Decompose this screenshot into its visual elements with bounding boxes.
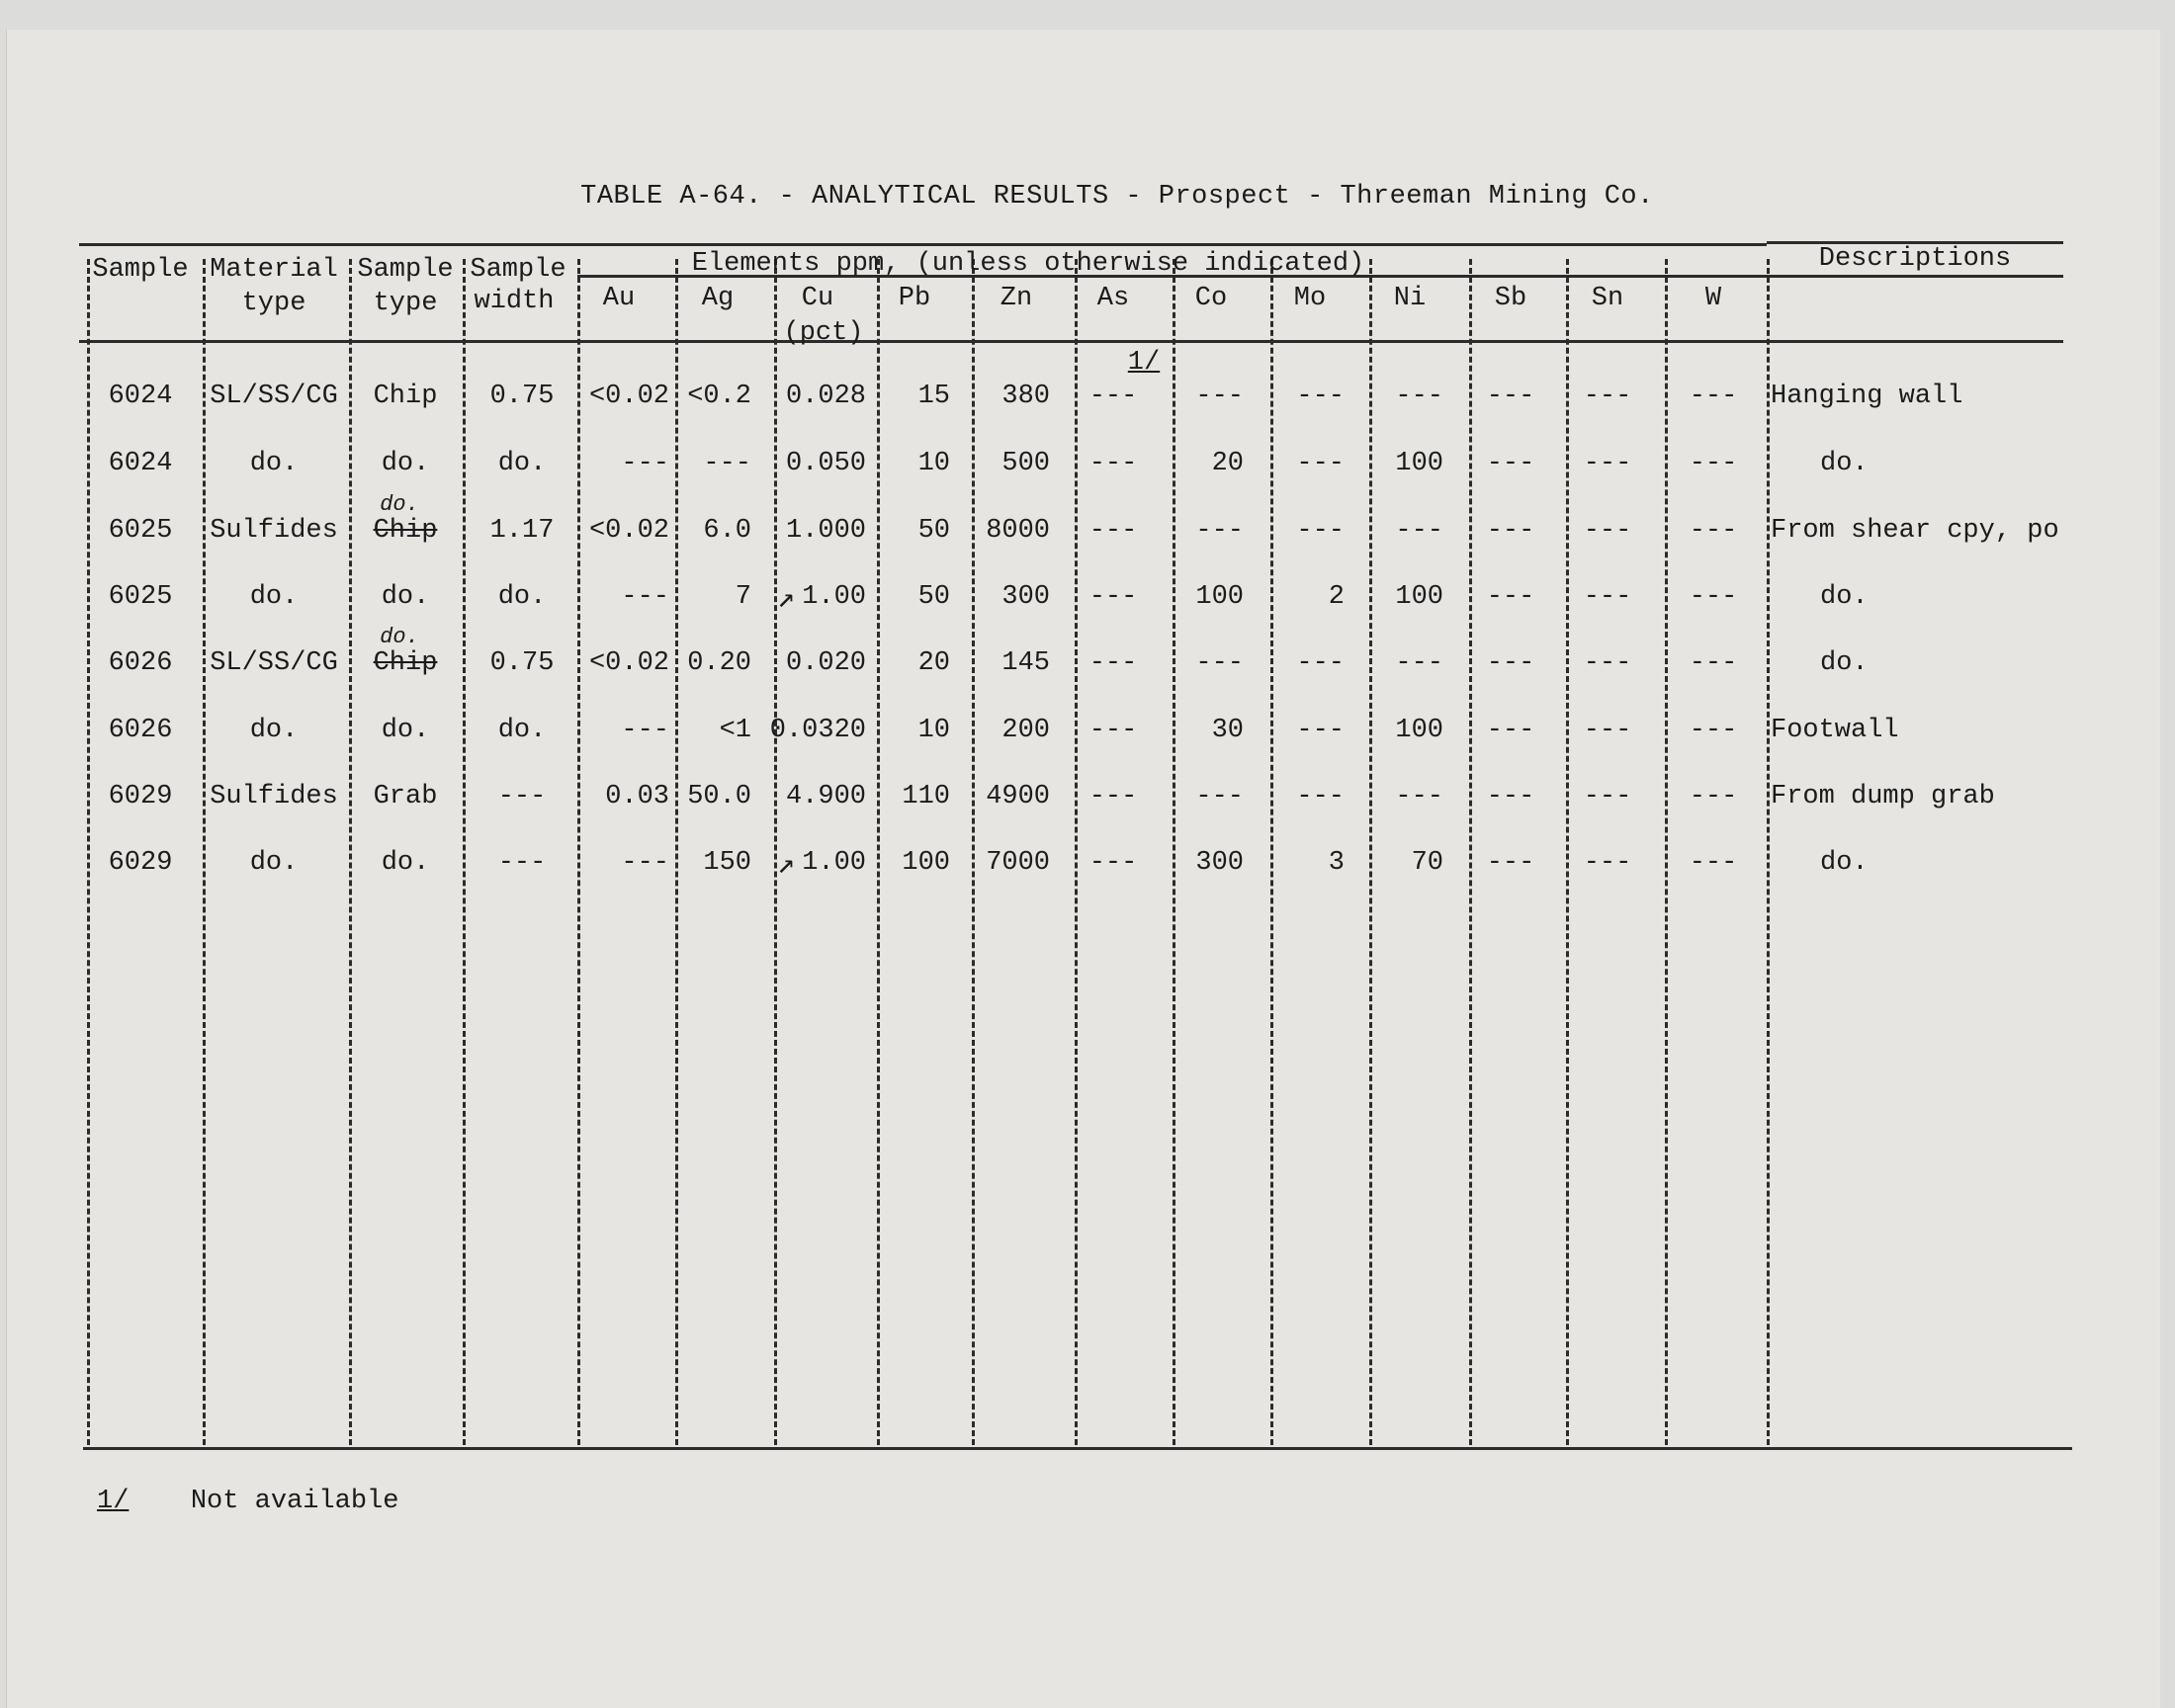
cell-sample-width: do.	[497, 449, 547, 478]
cell-ni: 70	[1411, 848, 1443, 878]
table-bottom-rule	[83, 1447, 2072, 1450]
cell-zn: 200	[1001, 716, 1050, 745]
cell-mo: 2	[1328, 582, 1345, 612]
cell-w: ---	[1689, 516, 1738, 546]
cell-pb: 10	[917, 716, 950, 745]
cell-pb: 50	[917, 516, 950, 546]
cell-ag: <0.2	[687, 382, 751, 411]
column-divider	[463, 259, 466, 1445]
cell-cu: 0.050	[785, 449, 866, 478]
greater-than-mark: ↗	[777, 849, 796, 883]
cell-pb: 110	[902, 782, 950, 811]
cell-zn: 300	[1001, 582, 1050, 612]
cell-au: ---	[621, 716, 669, 745]
cell-sb: ---	[1486, 782, 1535, 811]
cell-description: Footwall	[1771, 716, 1899, 745]
cell-sn: ---	[1583, 449, 1632, 478]
cell-mo: ---	[1296, 449, 1345, 478]
header-sample-type-line1: Sample	[357, 255, 454, 285]
header-element-co: Co	[1194, 284, 1228, 313]
cell-au: ---	[621, 449, 669, 478]
cell-mo: 3	[1328, 848, 1345, 878]
header-sample: Sample	[92, 255, 189, 285]
header-sample-type-line2: type	[373, 289, 438, 318]
cell-sample: 6029	[108, 782, 173, 811]
cell-co: ---	[1195, 382, 1244, 411]
cell-sb: ---	[1486, 516, 1535, 546]
handwritten-do-annotation: do.	[380, 492, 419, 517]
header-bottom-rule	[79, 340, 2063, 343]
cell-pb: 10	[917, 449, 950, 478]
handwritten-do-annotation: do.	[380, 625, 419, 649]
cell-co: 30	[1211, 716, 1244, 745]
cell-pb: 50	[917, 582, 950, 612]
column-divider	[1767, 259, 1770, 1445]
greater-than-mark: ↗	[777, 583, 796, 617]
column-divider	[1075, 259, 1078, 1445]
column-divider	[577, 259, 580, 1445]
cell-co: 100	[1195, 582, 1244, 612]
footnote-text: Not available	[190, 1487, 399, 1516]
cell-as: ---	[1088, 582, 1138, 612]
cell-sample-type: Chip	[373, 516, 438, 546]
cell-sample: 6026	[108, 716, 173, 745]
cell-mo: ---	[1296, 716, 1345, 745]
table-top-rule	[79, 243, 1767, 246]
header-element-sn: Sn	[1591, 284, 1624, 313]
cell-au: 0.03	[605, 782, 669, 811]
cell-description: From dump grab	[1771, 782, 1995, 811]
cell-au: ---	[621, 582, 669, 612]
cell-sample-type: do.	[381, 449, 430, 478]
cell-material-type: do.	[249, 449, 299, 478]
cell-sb: ---	[1486, 449, 1535, 478]
cell-au: ---	[621, 848, 669, 878]
footnote-mark: 1/	[97, 1487, 130, 1516]
header-element-au: Au	[602, 284, 636, 313]
cell-zn: 7000	[986, 848, 1050, 878]
cell-au: <0.02	[588, 516, 669, 546]
header-descriptions: Descriptions	[1818, 244, 2012, 274]
cell-sample-type: Grab	[373, 782, 438, 811]
column-divider	[1469, 259, 1472, 1445]
cell-sn: ---	[1583, 782, 1632, 811]
cell-mo: ---	[1296, 782, 1345, 811]
cell-cu: 1.000	[785, 516, 866, 546]
column-divider	[972, 259, 975, 1445]
cell-sn: ---	[1583, 382, 1632, 411]
cell-cu: 1.00	[802, 848, 866, 878]
cell-sample-type: do.	[381, 716, 430, 745]
cell-ag: ---	[703, 449, 751, 478]
column-divider	[675, 259, 678, 1445]
cell-sample-type: Chip	[373, 382, 438, 411]
cell-mo: ---	[1296, 382, 1345, 411]
table-title: TABLE A-64. - ANALYTICAL RESULTS - Prospect - Threeman Mining Co.	[580, 182, 1654, 212]
cell-pb: 15	[917, 382, 950, 411]
cell-material-type: SL/SS/CG	[210, 382, 338, 411]
cell-material-type: SL/SS/CG	[210, 648, 338, 678]
cell-cu: 0.020	[785, 648, 866, 678]
cell-sample-width: do.	[497, 582, 547, 612]
cell-material-type: Sulfides	[210, 516, 338, 546]
cell-ni: ---	[1395, 382, 1443, 411]
cell-sample: 6029	[108, 848, 173, 878]
cell-as: ---	[1088, 382, 1138, 411]
cell-description: Hanging wall	[1771, 382, 1963, 411]
cell-cu: 0.0320	[769, 716, 866, 745]
header-element-pb: Pb	[898, 284, 931, 313]
cell-ni: ---	[1395, 516, 1443, 546]
cell-description: do.	[1820, 648, 1869, 678]
column-divider	[349, 259, 352, 1445]
cell-ag: 50.0	[687, 782, 751, 811]
cell-sb: ---	[1486, 582, 1535, 612]
cell-sn: ---	[1583, 648, 1632, 678]
cell-w: ---	[1689, 716, 1738, 745]
cell-description: do.	[1820, 848, 1869, 878]
cell-sn: ---	[1583, 582, 1632, 612]
header-element-mo: Mo	[1293, 284, 1327, 313]
cell-sample-type: do.	[381, 582, 430, 612]
cell-ni: ---	[1395, 782, 1443, 811]
header-element-zn: Zn	[1000, 284, 1033, 313]
column-divider	[877, 259, 880, 1445]
cell-co: 20	[1211, 449, 1244, 478]
cell-as: ---	[1088, 782, 1138, 811]
cell-as: ---	[1088, 648, 1138, 678]
cell-au: <0.02	[588, 382, 669, 411]
cell-w: ---	[1689, 848, 1738, 878]
cell-sample-width: ---	[497, 782, 547, 811]
cell-sample: 6025	[108, 582, 173, 612]
cell-au: <0.02	[588, 648, 669, 678]
cell-mo: ---	[1296, 516, 1345, 546]
header-element-ni: Ni	[1393, 284, 1427, 313]
cell-as: ---	[1088, 449, 1138, 478]
header-sample-width-line2: width	[474, 287, 555, 316]
footnote	[97, 1487, 398, 1516]
cell-zn: 145	[1001, 648, 1050, 678]
header-element-ag: Ag	[701, 284, 735, 313]
cell-mo: ---	[1296, 648, 1345, 678]
cell-cu: 4.900	[785, 782, 866, 811]
cell-sample: 6025	[108, 516, 173, 546]
cell-ag: 150	[703, 848, 751, 878]
cell-ni: 100	[1395, 582, 1443, 612]
cell-sample: 6026	[108, 648, 173, 678]
header-elements-ppm: Elements ppm, (unless otherwise indicated)	[691, 249, 1365, 279]
cell-ag: <1	[719, 716, 751, 745]
as-footnote-mark: 1/	[1127, 348, 1161, 378]
column-divider	[203, 259, 206, 1445]
cell-pb: 100	[902, 848, 950, 878]
cell-sample-width: ---	[497, 848, 547, 878]
header-element-cu: Cu	[801, 284, 834, 313]
cell-material-type: do.	[249, 848, 299, 878]
column-divider	[1566, 259, 1569, 1445]
cell-sample-width: 0.75	[489, 382, 555, 411]
cell-sample-width: 1.17	[489, 516, 555, 546]
cell-pb: 20	[917, 648, 950, 678]
cell-co: ---	[1195, 782, 1244, 811]
cell-sb: ---	[1486, 382, 1535, 411]
cell-material-type: do.	[249, 716, 299, 745]
column-divider	[1665, 259, 1668, 1445]
cell-co: ---	[1195, 516, 1244, 546]
header-cu-unit: (pct)	[783, 318, 864, 348]
cell-co: 300	[1195, 848, 1244, 878]
cell-sn: ---	[1583, 716, 1632, 745]
header-material-type-line1: Material	[210, 255, 338, 285]
cell-zn: 380	[1001, 382, 1050, 411]
cell-description: do.	[1820, 449, 1869, 478]
cell-sample: 6024	[108, 382, 173, 411]
cell-material-type: Sulfides	[210, 782, 338, 811]
cell-sample-type: Chip	[373, 648, 438, 678]
cell-as: ---	[1088, 516, 1138, 546]
header-sample-width-line1: Sample	[470, 255, 566, 285]
cell-w: ---	[1689, 782, 1738, 811]
cell-ag: 6.0	[703, 516, 751, 546]
cell-zn: 8000	[986, 516, 1050, 546]
cell-sb: ---	[1486, 848, 1535, 878]
column-divider	[1173, 259, 1175, 1445]
cell-w: ---	[1689, 582, 1738, 612]
header-element-as: As	[1096, 284, 1130, 313]
cell-cu: 0.028	[785, 382, 866, 411]
cell-ag: 7	[735, 582, 751, 612]
cell-sample: 6024	[108, 449, 173, 478]
cell-ni: ---	[1395, 648, 1443, 678]
cell-sample-width: do.	[497, 716, 547, 745]
cell-sb: ---	[1486, 716, 1535, 745]
cell-w: ---	[1689, 648, 1738, 678]
cell-co: ---	[1195, 648, 1244, 678]
cell-zn: 500	[1001, 449, 1050, 478]
cell-sample-width: 0.75	[489, 648, 555, 678]
cell-zn: 4900	[986, 782, 1050, 811]
cell-sn: ---	[1583, 848, 1632, 878]
cell-cu: 1.00	[802, 582, 866, 612]
cell-ni: 100	[1395, 449, 1443, 478]
cell-description: From shear cpy, po	[1771, 516, 2059, 546]
cell-sb: ---	[1486, 648, 1535, 678]
cell-description: do.	[1820, 582, 1869, 612]
column-divider	[1270, 259, 1273, 1445]
header-material-type-line2: type	[241, 289, 306, 318]
header-element-sb: Sb	[1494, 284, 1527, 313]
header-element-w: W	[1704, 284, 1722, 313]
column-divider	[87, 259, 90, 1445]
column-divider	[1369, 259, 1372, 1445]
cell-w: ---	[1689, 449, 1738, 478]
cell-as: ---	[1088, 716, 1138, 745]
cell-ag: 0.20	[687, 648, 751, 678]
cell-material-type: do.	[249, 582, 299, 612]
cell-sample-type: do.	[381, 848, 430, 878]
cell-ni: 100	[1395, 716, 1443, 745]
cell-as: ---	[1088, 848, 1138, 878]
cell-w: ---	[1689, 382, 1738, 411]
cell-sn: ---	[1583, 516, 1632, 546]
